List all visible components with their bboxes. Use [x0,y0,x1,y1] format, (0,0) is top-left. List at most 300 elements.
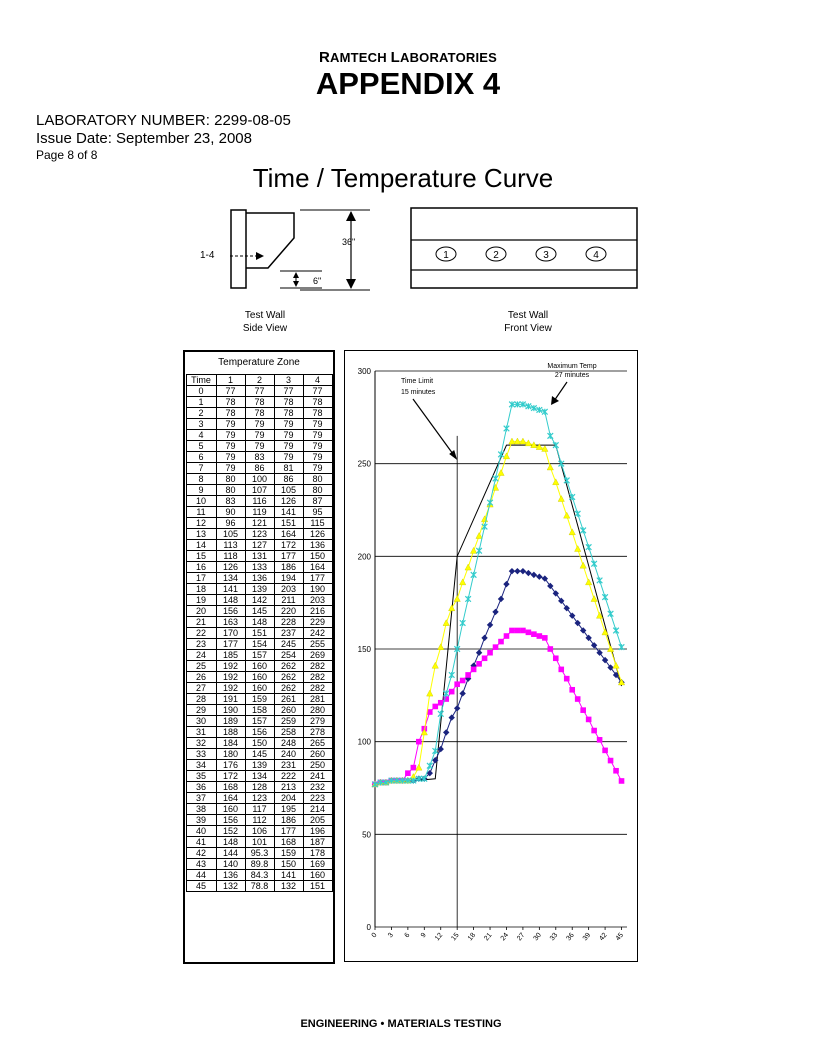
table-cell-temp: 78 [245,408,274,419]
table-cell-temp: 134 [216,573,245,584]
table-cell-temp: 176 [216,760,245,771]
table-row [186,782,332,793]
front-view-diagram [411,208,637,288]
data-point-zone-3 [470,547,476,553]
table-cell-temp: 78 [245,397,274,408]
data-point-zone-2 [597,737,603,743]
data-point-zone-1 [520,568,526,574]
table-cell-temp: 154 [245,639,274,650]
data-point-zone-2 [548,646,554,652]
table-row [186,584,332,595]
table-cell-temp: 254 [274,650,303,661]
table-row [186,760,332,771]
table-cell-time: 5 [186,441,216,452]
table-cell-temp: 223 [303,793,332,804]
table-cell-temp: 79 [245,441,274,452]
appendix-title: APPENDIX 4 [315,66,501,101]
table-cell-temp: 211 [274,595,303,606]
data-point-zone-2 [526,630,532,636]
table-cell-temp: 128 [245,782,274,793]
time-limit-arrowhead [449,450,457,460]
table-cell-temp: 172 [216,771,245,782]
table-cell-temp: 117 [245,804,274,815]
table-cell-time: 3 [186,419,216,430]
table-cell-temp: 203 [303,595,332,606]
table-cell-time: 8 [186,474,216,485]
data-point-zone-4 [504,425,510,431]
table-cell-temp: 196 [303,826,332,837]
data-point-zone-4 [460,620,466,626]
table-cell-temp: 142 [245,595,274,606]
data-point-zone-2 [569,687,575,693]
y-tick-label: 200 [357,552,371,562]
table-cell-temp: 78 [216,408,245,419]
data-point-zone-2 [465,672,471,678]
data-point-zone-2 [471,667,477,673]
data-point-zone-1 [454,705,460,711]
data-point-zone-1 [536,574,542,580]
table-cell-temp: 79 [274,430,303,441]
table-row [186,551,332,562]
x-tick-label: 39 [581,931,593,943]
table-row [186,452,332,463]
data-point-zone-2 [553,655,559,661]
table-cell-temp: 77 [274,386,303,397]
table-cell-time: 1 [186,397,216,408]
page-number: Page 8 of 8 [36,148,98,162]
table-cell-temp: 240 [274,749,303,760]
table-cell-temp: 105 [274,485,303,496]
data-point-zone-1 [481,635,487,641]
table-header-cell: Time [186,375,216,386]
max-temp-arrow [554,382,567,401]
table-cell-temp: 115 [303,518,332,529]
table-cell-temp: 255 [303,639,332,650]
data-point-zone-2 [509,628,515,634]
table-row [186,441,332,452]
table-cell-temp: 90 [216,507,245,518]
table-cell-temp: 116 [245,496,274,507]
data-point-zone-2 [575,696,581,702]
table-row [186,859,332,870]
table-cell-temp: 186 [274,562,303,573]
data-point-zone-4 [465,596,471,602]
table-cell-temp: 79 [216,452,245,463]
data-point-zone-2 [542,635,548,641]
data-point-zone-2 [476,661,482,667]
data-point-zone-4 [548,433,554,439]
table-cell-temp: 216 [303,606,332,617]
table-cell-temp: 195 [274,804,303,815]
max-temp-annotation-line1: Maximum Temp [547,363,597,370]
table-cell-temp: 159 [245,694,274,705]
table-cell-temp: 228 [274,617,303,628]
max-temp-annotation-line2: 27 minutes [554,372,590,379]
table-cell-temp: 96 [216,518,245,529]
data-point-zone-1 [498,596,504,602]
table-row [186,738,332,749]
table-cell-temp: 187 [303,837,332,848]
table-cell-time: 45 [186,881,216,892]
table-cell-temp: 262 [274,683,303,694]
data-point-zone-1 [531,572,537,578]
time-limit-arrow [413,399,455,457]
table-cell-temp: 192 [216,683,245,694]
table-cell-temp: 80 [216,485,245,496]
data-point-zone-1 [514,568,520,574]
x-tick-label: 24 [499,931,511,943]
table-cell-temp: 282 [303,683,332,694]
table-row [186,848,332,859]
data-point-zone-4 [476,548,482,554]
table-cell-temp: 164 [216,793,245,804]
data-point-zone-2 [504,633,510,639]
table-cell-temp: 86 [274,474,303,485]
data-point-zone-2 [454,681,460,687]
data-point-zone-2 [432,704,438,710]
table-cell-temp: 95.3 [245,848,274,859]
data-point-zone-3 [427,690,433,696]
x-tick-label: 3 [387,931,395,940]
front-view-label-line1: Test Wall [507,310,549,321]
table-cell-temp: 119 [245,507,274,518]
data-point-zone-2 [564,676,570,682]
table-cell-temp: 152 [216,826,245,837]
zone-label-1: 1 [443,250,449,261]
data-point-zone-4 [575,511,581,517]
table-cell-temp: 126 [274,496,303,507]
data-point-zone-4 [597,577,603,583]
table-cell-time: 26 [186,672,216,683]
table-cell-temp: 203 [274,584,303,595]
data-point-zone-3 [607,646,613,652]
table-cell-temp: 79 [216,419,245,430]
data-point-zone-2 [537,633,543,639]
data-point-zone-2 [487,650,493,656]
table-cell-temp: 222 [274,771,303,782]
time-temperature-chart [345,351,637,961]
data-point-zone-2 [515,628,521,634]
table-cell-temp: 136 [245,573,274,584]
table-cell-temp: 186 [274,815,303,826]
table-cell-time: 14 [186,540,216,551]
table-cell-temp: 278 [303,727,332,738]
table-cell-time: 31 [186,727,216,738]
table-cell-temp: 126 [303,529,332,540]
table-cell-temp: 261 [274,694,303,705]
table-cell-temp: 86 [245,463,274,474]
table-cell-time: 11 [186,507,216,518]
table-cell-temp: 229 [303,617,332,628]
data-point-zone-2 [531,631,537,637]
data-point-zone-1 [492,609,498,615]
table-cell-temp: 136 [216,870,245,881]
table-row [186,430,332,441]
table-cell-temp: 191 [216,694,245,705]
table-cell-temp: 132 [274,881,303,892]
table-cell-time: 20 [186,606,216,617]
table-cell-temp: 118 [216,551,245,562]
table-row [186,496,332,507]
data-point-zone-3 [558,495,564,501]
issue-date: Issue Date: September 23, 2008 [36,130,252,147]
data-point-zone-3 [580,562,586,568]
table-cell-time: 9 [186,485,216,496]
table-cell-temp: 89.8 [245,859,274,870]
table-cell-temp: 141 [274,507,303,518]
x-tick-label: 36 [565,931,576,943]
table-row [186,672,332,683]
side-view-label-line2: Side View [242,323,288,334]
table-cell-temp: 83 [245,452,274,463]
table-cell-temp: 79 [216,430,245,441]
table-row [186,826,332,837]
series-line-zone-1 [375,571,622,784]
table-cell-temp: 151 [274,518,303,529]
table-cell-temp: 100 [245,474,274,485]
data-point-zone-1 [509,568,515,574]
data-point-zone-2 [493,644,499,650]
table-cell-temp: 77 [216,386,245,397]
table-cell-temp: 101 [245,837,274,848]
data-point-zone-4 [443,690,449,696]
series-line-zone-4 [375,404,622,784]
x-tick-label: 21 [483,931,494,943]
table-cell-temp: 106 [245,826,274,837]
table-cell-temp: 87 [303,496,332,507]
table-row [186,804,332,815]
y-tick-label: 150 [357,645,371,654]
data-point-zone-3 [503,453,509,459]
table-cell-temp: 160 [245,661,274,672]
table-cell-temp: 133 [245,562,274,573]
table-cell-temp: 204 [274,793,303,804]
table-cell-time: 44 [186,870,216,881]
table-cell-temp: 78 [216,397,245,408]
side-view-label [215,309,315,335]
data-point-zone-2 [602,748,608,754]
table-title: Temperature Zone [186,352,332,375]
data-point-zone-4 [449,672,455,678]
table-cell-time: 34 [186,760,216,771]
data-point-zone-3 [465,564,471,570]
table-row [186,518,332,529]
table-cell-temp: 78 [303,408,332,419]
data-point-zone-3 [454,596,460,602]
depth-label: 6" [313,276,322,286]
data-point-zone-3 [613,662,619,668]
data-point-zone-2 [405,770,411,776]
table-cell-temp: 80 [216,474,245,485]
data-point-zone-3 [476,533,482,539]
table-cell-time: 24 [186,650,216,661]
table-cell-temp: 158 [245,705,274,716]
table-cell-temp: 245 [274,639,303,650]
data-point-zone-4 [531,405,537,411]
table-cell-time: 37 [186,793,216,804]
table-cell-temp: 80 [303,474,332,485]
max-temp-arrowhead [551,396,559,405]
table-row [186,562,332,573]
table-cell-temp: 80 [303,485,332,496]
table-cell-time: 40 [186,826,216,837]
front-view-label [478,309,578,335]
table-cell-temp: 83 [216,496,245,507]
table-row [186,727,332,738]
table-cell-temp: 81 [274,463,303,474]
table-cell-temp: 126 [216,562,245,573]
table-cell-temp: 136 [303,540,332,551]
data-point-zone-3 [574,546,580,552]
table-row [186,771,332,782]
table-cell-temp: 170 [216,628,245,639]
table-cell-time: 0 [186,386,216,397]
table-header-cell: 4 [303,375,332,386]
table-cell-temp: 148 [216,837,245,848]
table-cell-temp: 189 [216,716,245,727]
x-tick-label: 12 [433,931,445,943]
table-cell-temp: 262 [274,661,303,672]
data-point-zone-3 [547,464,553,470]
data-point-zone-3 [459,579,465,585]
table-cell-temp: 282 [303,672,332,683]
table-cell-temp: 78 [274,408,303,419]
table-cell-temp: 265 [303,738,332,749]
y-tick-label: 50 [362,830,371,840]
table-cell-time: 28 [186,694,216,705]
table-cell-time: 41 [186,837,216,848]
table-cell-temp: 168 [274,837,303,848]
table-row [186,540,332,551]
zone-markers [436,247,606,261]
table-header-cell: 2 [245,375,274,386]
data-point-zone-3 [438,644,444,650]
data-point-zone-2 [613,768,619,774]
data-point-zone-4 [602,594,608,600]
table-row [186,617,332,628]
table-cell-temp: 160 [216,804,245,815]
data-point-zone-4 [493,475,499,481]
data-point-zone-4 [427,763,433,769]
table-cell-temp: 123 [245,529,274,540]
data-point-zone-2 [460,678,466,684]
table-cell-temp: 177 [303,573,332,584]
table-cell-temp: 78 [303,397,332,408]
data-point-zone-3 [448,605,454,611]
data-point-zone-2 [416,739,422,745]
table-cell-time: 38 [186,804,216,815]
table-cell-temp: 194 [274,573,303,584]
data-point-zone-3 [564,512,570,518]
table-cell-time: 39 [186,815,216,826]
table-cell-time: 19 [186,595,216,606]
wall-stud [231,210,246,288]
data-point-zone-4 [608,611,614,617]
table-cell-time: 35 [186,771,216,782]
table-row [186,881,332,892]
table-cell-temp: 150 [303,551,332,562]
table-cell-temp: 78 [274,397,303,408]
data-point-zone-4 [619,644,625,650]
table-cell-temp: 79 [274,441,303,452]
lab-number: LABORATORY NUMBER: 2299-08-05 [36,112,291,129]
table-cell-temp: 148 [245,617,274,628]
table-cell-temp: 163 [216,617,245,628]
data-point-zone-1 [476,650,482,656]
data-point-zone-4 [591,561,597,567]
table-row [186,661,332,672]
table-cell-temp: 237 [274,628,303,639]
data-point-zone-4 [526,403,532,409]
table-cell-time: 2 [186,408,216,419]
table-cell-time: 15 [186,551,216,562]
data-point-zone-1 [448,714,454,720]
table-cell-time: 10 [186,496,216,507]
zone-label-4: 4 [593,250,599,261]
table-cell-temp: 144 [216,848,245,859]
table-cell-temp: 168 [216,782,245,793]
table-cell-time: 42 [186,848,216,859]
table-cell-temp: 231 [274,760,303,771]
front-view-label-line2: Front View [504,323,552,334]
table-cell-temp: 213 [274,782,303,793]
table-cell-temp: 107 [245,485,274,496]
table-cell-temp: 281 [303,694,332,705]
table-cell-temp: 188 [216,727,245,738]
table-cell-temp: 262 [274,672,303,683]
table-cell-temp: 148 [216,595,245,606]
table-cell-time: 4 [186,430,216,441]
table-cell-time: 7 [186,463,216,474]
table-cell-temp: 160 [303,870,332,881]
table-row [186,606,332,617]
data-point-zone-2 [608,758,614,764]
table-cell-temp: 145 [245,749,274,760]
table-cell-temp: 258 [274,727,303,738]
x-tick-label: 27 [516,931,527,943]
table-row [186,408,332,419]
table-cell-temp: 105 [216,529,245,540]
table-cell-temp: 259 [274,716,303,727]
table-cell-temp: 156 [216,815,245,826]
chart-title: Time / Temperature Curve [252,163,554,193]
y-tick-label: 0 [366,923,371,932]
table-row [186,837,332,848]
table-cell-time: 27 [186,683,216,694]
data-point-zone-1 [443,729,449,735]
table-cell-temp: 141 [274,870,303,881]
table-cell-temp: 180 [216,749,245,760]
data-point-zone-2 [498,639,504,645]
x-tick-label: 18 [466,931,478,943]
table-row [186,694,332,705]
table-cell-time: 12 [186,518,216,529]
side-view-diagram [230,210,370,290]
data-point-zone-3 [585,579,591,585]
table-cell-temp: 84.3 [245,870,274,881]
data-point-zone-3 [553,479,559,485]
x-tick-label: 42 [598,931,609,943]
table-cell-time: 22 [186,628,216,639]
data-point-zone-2 [591,728,597,734]
data-point-zone-4 [586,544,592,550]
table-cell-temp: 139 [245,584,274,595]
table-row [186,419,332,430]
zone-label-3: 3 [543,250,549,261]
table-cell-temp: 79 [216,463,245,474]
x-tick-label: 45 [614,931,626,943]
table-cell-time: 36 [186,782,216,793]
